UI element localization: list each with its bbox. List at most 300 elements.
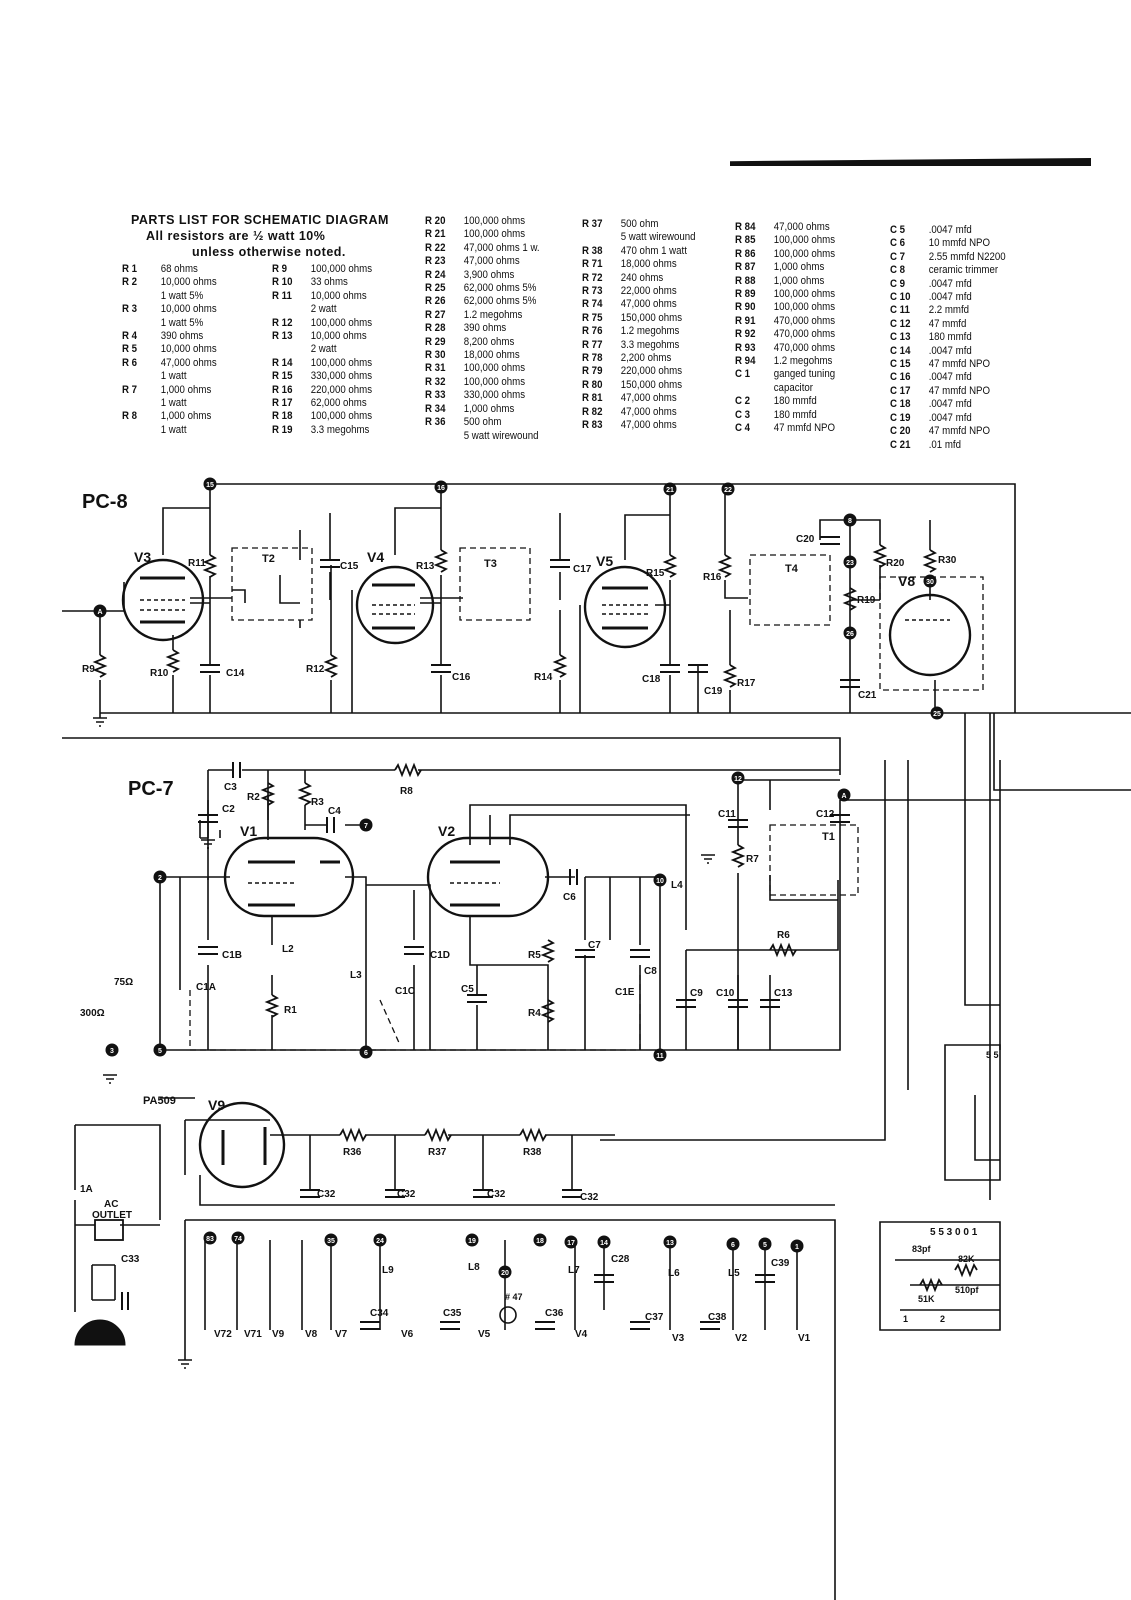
part-value: 5 watt wirewound: [620, 231, 696, 244]
part-value: 1,000 ohms: [160, 383, 212, 396]
part-ref: R 13: [272, 330, 293, 343]
c16-label: C16: [452, 672, 471, 683]
part-value: 10,000 ohms: [160, 276, 217, 289]
r14-label: R14: [534, 672, 553, 683]
terminal-number: 23: [846, 560, 854, 567]
terminal-number: 74: [234, 1236, 242, 1243]
part-ref: R 5: [122, 343, 138, 356]
part-ref: R 20: [425, 215, 446, 227]
terminal-number: 6: [364, 1050, 368, 1057]
c21-label: C21: [858, 690, 877, 701]
heater-v5-label: V5: [478, 1329, 491, 1340]
part-ref: C 14: [890, 344, 911, 357]
part-ref: R 81: [582, 392, 603, 405]
t1-label: T1: [822, 831, 835, 843]
terminal-t22-3: [722, 483, 735, 496]
terminal-number: 5: [158, 1048, 162, 1055]
r12-label: R12: [306, 664, 325, 675]
part-value: 100,000 ohms: [310, 263, 373, 275]
part-ref: R 1: [122, 263, 138, 275]
terminal-number: 12: [734, 776, 742, 783]
r20-label: R20: [886, 558, 905, 569]
terminal-t20-25: [499, 1266, 512, 1279]
terminal-t23-5: [844, 556, 857, 569]
part-ref: R 10: [272, 276, 293, 289]
part-ref: R 79: [582, 365, 603, 378]
part-value: 1 watt: [160, 423, 187, 436]
terminal-t19-23: [466, 1234, 479, 1247]
part-value: 470,000 ohms: [773, 341, 836, 354]
power-plug-icon: [75, 1320, 125, 1345]
part-ref: C 12: [890, 317, 911, 330]
part-ref: R 24: [425, 268, 446, 281]
part-value: .01 mfd: [928, 438, 962, 451]
part-value: 390 ohms: [160, 330, 204, 343]
c5-label: C5: [461, 984, 474, 995]
c3-label: C3: [224, 782, 237, 793]
part-ref: R 89: [735, 288, 756, 301]
part-value: 1 watt: [160, 397, 187, 410]
part-ref: R 34: [425, 402, 446, 415]
terminal-t6-29: [727, 1238, 740, 1251]
terminal-t18-24: [534, 1234, 547, 1247]
part-value: 10,000 ohms: [160, 303, 217, 316]
terminal-number: 6: [731, 1242, 735, 1249]
terminal-t1-31: [791, 1240, 804, 1253]
r38-label: R38: [523, 1147, 542, 1158]
part-value: 100,000 ohms: [463, 228, 526, 241]
part-ref: R 37: [582, 218, 603, 230]
part-ref: C 9: [890, 277, 906, 290]
terminal-t2-13: [154, 871, 167, 884]
terminal-t12-10: [732, 772, 745, 785]
part-value: 220,000 ohms: [310, 383, 373, 396]
terminal-t10-18: [654, 874, 667, 887]
part-ref: C 5: [890, 224, 906, 236]
part-ref: R 88: [735, 274, 756, 287]
c32-d-label: C32: [580, 1192, 599, 1203]
terminal-t17-26: [565, 1236, 578, 1249]
part-value: 47 mmfd NPO: [928, 425, 991, 438]
part-ref: R 71: [582, 258, 603, 271]
part-value: 470 ohm 1 watt: [620, 244, 687, 257]
r3-label: R3: [311, 797, 324, 808]
part-ref: R 73: [582, 285, 603, 298]
inset-r51-label: 51K: [918, 1294, 935, 1304]
part-value: 150,000 ohms: [620, 378, 683, 391]
terminal-t26-6: [844, 627, 857, 640]
heater-v6-label: V6: [401, 1329, 414, 1340]
part-ref: R 22: [425, 241, 446, 254]
part-value: 62,000 ohms: [310, 397, 367, 410]
part-ref: C 18: [890, 398, 911, 411]
part-value: 100,000 ohms: [310, 356, 373, 369]
part-ref: C 3: [735, 408, 751, 421]
part-value: 1.2 megohms: [620, 325, 680, 338]
inset-partial-label: 5 5: [986, 1050, 999, 1060]
part-ref: R 33: [425, 389, 446, 402]
l2-label: L2: [282, 944, 294, 955]
c4-label: C4: [328, 806, 341, 817]
part-ref: R 23: [425, 255, 446, 268]
c15-label: C15: [340, 561, 359, 572]
terminal-number: 7: [364, 823, 368, 830]
part-ref: R 92: [735, 328, 756, 341]
c39-label: C39: [771, 1258, 790, 1269]
terminal-t14-27: [598, 1236, 611, 1249]
part-value: 10,000 ohms: [310, 330, 367, 343]
part-value: 1,000 ohms: [773, 261, 825, 274]
part-ref: R 38: [582, 244, 603, 257]
part-value: 2,200 ohms: [620, 352, 672, 365]
heater-v1-label: V1: [798, 1333, 811, 1344]
terminal-t25-8: [931, 707, 944, 720]
part-ref: R 15: [272, 370, 293, 383]
terminal-t30-7: [924, 575, 937, 588]
r15-label: R15: [646, 568, 665, 579]
part-value: 22,000 ohms: [620, 285, 677, 298]
l5-label: L5: [728, 1268, 740, 1279]
part-value: 47,000 ohms: [160, 356, 217, 369]
pc8-board-label: PC-8: [82, 491, 128, 513]
c37-label: C37: [645, 1312, 664, 1323]
part-ref: R 74: [582, 298, 603, 311]
terminal-t35-21: [325, 1234, 338, 1247]
part-value: 5 watt wirewound: [463, 429, 539, 442]
part-ref: R 77: [582, 338, 603, 351]
c38-label: C38: [708, 1312, 727, 1323]
terminal-number: 83: [206, 1236, 214, 1243]
r2-label: R2: [247, 792, 260, 803]
part-value: 47,000 ohms: [620, 419, 677, 432]
r8-label: R8: [400, 786, 413, 797]
terminal-number: 21: [666, 487, 674, 494]
terminal-number: A: [97, 609, 103, 616]
part-ref: R 82: [582, 405, 603, 418]
c1e-label: C1E: [615, 987, 635, 998]
part-value: 1.2 megohms: [773, 355, 833, 368]
r9-label: R9: [82, 664, 95, 675]
r16-label: R16: [703, 572, 722, 583]
terminal-t6-16: [360, 1046, 373, 1059]
terminal-t13-28: [664, 1236, 677, 1249]
c32-c-label: C32: [487, 1189, 506, 1200]
r6-label: R6: [777, 930, 790, 941]
v5-label: V5: [596, 553, 614, 569]
part-value: 1,000 ohms: [463, 402, 515, 415]
terminal-ta2-11: [838, 789, 851, 802]
part-value: 2 watt: [310, 303, 337, 316]
part-ref: R 2: [122, 276, 138, 289]
v2-label: V2: [438, 823, 456, 839]
part-value: 3,900 ohms: [463, 268, 515, 281]
terminal-t8-4: [844, 514, 857, 527]
c1b-label: C1B: [222, 950, 243, 961]
c6-label: C6: [563, 892, 576, 903]
pilot-lamp-icon: [500, 1307, 516, 1323]
ac-outlet-label: AC: [104, 1199, 119, 1210]
part-value: ceramic trimmer: [928, 264, 999, 277]
r4-label: R4: [528, 1008, 541, 1019]
r10-label: R10: [150, 668, 169, 679]
part-value: 470,000 ohms: [773, 328, 836, 341]
c7-label: C7: [588, 940, 601, 951]
parts-list-note-2: unless otherwise noted.: [192, 245, 346, 259]
part-value: 2.55 mmfd N2200: [928, 250, 1006, 263]
terminal-number: 3: [110, 1048, 114, 1055]
c35-label: C35: [443, 1308, 462, 1319]
heater-v3-label: V3: [672, 1333, 685, 1344]
part-ref: R 17: [272, 397, 293, 410]
terminal-ta1-9: [94, 605, 107, 618]
r30-label: R30: [938, 555, 957, 566]
part-value: 18,000 ohms: [463, 349, 520, 362]
terminal-number: 13: [666, 1240, 674, 1247]
part-value: 180 mmfd: [773, 408, 817, 421]
part-value: 62,000 ohms 5%: [463, 282, 537, 295]
part-ref: R 14: [272, 356, 293, 369]
terminal-number: 1: [795, 1244, 799, 1251]
part-ref: R 75: [582, 311, 603, 324]
part-value: 150,000 ohms: [620, 311, 683, 324]
terminal-t74-20: [232, 1232, 245, 1245]
part-ref: C 17: [890, 384, 911, 397]
part-value: 100,000 ohms: [773, 288, 836, 301]
r7-label: R7: [746, 854, 759, 865]
l9-label: L9: [382, 1265, 394, 1276]
part-value: 47 mmfd NPO: [928, 384, 991, 397]
terminal-number: 8: [848, 518, 852, 525]
c1c-label: C1C: [395, 986, 416, 997]
c32-a-label: C32: [317, 1189, 336, 1200]
c19-label: C19: [704, 686, 723, 697]
part-ref: R 87: [735, 261, 756, 274]
part-value: 47 mmfd: [928, 317, 967, 330]
part-value: .0047 mfd: [928, 224, 972, 236]
pa509-label: PA509: [143, 1095, 176, 1107]
c1a-label: C1A: [196, 982, 217, 993]
part-value: 100,000 ohms: [463, 375, 526, 388]
part-value: 180 mmfd: [773, 395, 817, 408]
r17-label: R17: [737, 678, 756, 689]
part-value: 220,000 ohms: [620, 365, 683, 378]
terminal-t5-30: [759, 1238, 772, 1251]
l4-label: L4: [671, 880, 683, 891]
part-ref: R 72: [582, 271, 603, 284]
part-value: .0047 mfd: [928, 411, 972, 424]
c34-label: C34: [370, 1308, 389, 1319]
part-ref: R 85: [735, 234, 756, 247]
terminal-t5-15: [154, 1044, 167, 1057]
inset-c83-label: 83pf: [912, 1244, 931, 1254]
part-value: 10,000 ohms: [160, 343, 217, 356]
part-ref: C 20: [890, 425, 911, 438]
heater-v4-label: V4: [575, 1329, 588, 1340]
part-ref: R 16: [272, 383, 293, 396]
c32-b-label: C32: [397, 1189, 416, 1200]
terminal-number: 17: [567, 1240, 575, 1247]
c20-label: C20: [796, 534, 815, 545]
part-value: 47,000 ohms: [463, 255, 520, 268]
terminal-number: 11: [656, 1053, 664, 1060]
r11-label: R11: [188, 558, 206, 569]
part-ref: R 84: [735, 221, 756, 233]
heater-v72-label: V72: [214, 1329, 232, 1340]
part-ref: R 76: [582, 325, 603, 338]
terminal-number: 10: [656, 878, 664, 885]
terminal-t11-17: [654, 1049, 667, 1062]
part-ref: C 8: [890, 264, 906, 277]
terminal-number: 14: [600, 1240, 608, 1247]
terminal-t15-0: [204, 478, 217, 491]
part-ref: C 1: [735, 368, 751, 381]
part-value: 10,000 ohms: [310, 289, 367, 302]
part-ref: R 83: [582, 419, 603, 432]
terminal-number: 19: [468, 1238, 476, 1245]
v5-tube-symbol: [585, 567, 665, 647]
inset-header-label: 5 5 3 0 0 1: [930, 1227, 978, 1238]
v9-label: V9: [208, 1097, 226, 1113]
terminal-number: 20: [501, 1270, 509, 1277]
r13-label: R13: [416, 561, 435, 572]
part-value: 180 mmfd: [928, 331, 972, 344]
part-value: 100,000 ohms: [463, 215, 526, 227]
part-value: .0047 mfd: [928, 371, 972, 384]
c9-label: C9: [690, 988, 703, 999]
part-value: 1 watt 5%: [160, 289, 204, 302]
part-value: 47,000 ohms: [620, 298, 677, 311]
r37-label: R37: [428, 1147, 447, 1158]
terminal-number: 18: [536, 1238, 544, 1245]
part-ref: R 9: [272, 263, 288, 275]
c14-label: C14: [226, 668, 245, 679]
part-value: 47 mmfd NPO: [928, 358, 991, 371]
inset-node-2-label: 2: [940, 1314, 946, 1324]
part-value: 100,000 ohms: [773, 301, 836, 314]
c17-label: C17: [573, 564, 592, 575]
terminal-t24-22: [374, 1234, 387, 1247]
part-value: 100,000 ohms: [310, 316, 373, 329]
part-value: 1 watt 5%: [160, 316, 204, 329]
part-ref: C 2: [735, 395, 751, 408]
part-value: 500 ohm: [463, 416, 502, 429]
antenna-300-ohm-label: 300Ω: [80, 1008, 105, 1019]
l8-label: L8: [468, 1262, 480, 1273]
part-ref: C 19: [890, 411, 911, 424]
r19-label: R19: [857, 595, 876, 606]
part-ref: R 4: [122, 330, 138, 343]
c8-label: C8: [644, 966, 657, 977]
part-value: .0047 mfd: [928, 398, 972, 411]
part-value: 62,000 ohms 5%: [463, 295, 537, 308]
part-value: 47,000 ohms: [773, 221, 830, 233]
part-value: 100,000 ohms: [310, 410, 373, 423]
c33-label: C33: [121, 1254, 140, 1265]
v1-label: V1: [240, 823, 258, 839]
terminal-t83-19: [204, 1232, 217, 1245]
heater-v7-label: V7: [335, 1329, 348, 1340]
c2-label: C2: [222, 804, 235, 815]
part-ref: R 94: [735, 355, 756, 368]
part-ref: R 80: [582, 378, 603, 391]
inset-node-1-label: 1: [903, 1314, 909, 1324]
heater-v9-label: V9: [272, 1329, 285, 1340]
part-ref: C 15: [890, 358, 911, 371]
terminal-number: A: [841, 793, 847, 800]
part-value: 1,000 ohms: [773, 274, 825, 287]
terminal-t16-1: [435, 481, 448, 494]
c11-label: C11: [718, 809, 736, 820]
r1-label: R1: [284, 1005, 297, 1016]
part-ref: C 7: [890, 250, 906, 263]
c10-label: C10: [716, 988, 735, 999]
part-value: 100,000 ohms: [463, 362, 526, 375]
part-value: 1,000 ohms: [160, 410, 212, 423]
v3-label: V3: [134, 549, 152, 565]
terminal-number: 30: [926, 579, 934, 586]
t3-label: T3: [484, 558, 497, 570]
part-ref: R 7: [122, 383, 138, 396]
part-value: ganged tuning: [773, 368, 836, 381]
terminal-number: 2: [158, 875, 162, 882]
pc7-board-label: PC-7: [128, 778, 174, 800]
part-value: 470,000 ohms: [773, 314, 836, 327]
part-value: 1 watt: [160, 370, 187, 383]
part-value: 240 ohms: [620, 271, 664, 284]
c28-label: C28: [611, 1254, 630, 1265]
part-ref: R 30: [425, 349, 446, 362]
parts-list-note-1: All resistors are ½ watt 10%: [146, 229, 326, 243]
part-ref: R 26: [425, 295, 446, 308]
antenna-75-ohm-label: 75Ω: [114, 977, 134, 988]
c18-label: C18: [642, 674, 661, 685]
part-value: 1.2 megohms: [463, 308, 523, 321]
terminal-number: 24: [376, 1238, 384, 1245]
part-value: 8,200 ohms: [463, 335, 515, 348]
part-value: 47,000 ohms: [620, 405, 677, 418]
heater-v2-label: V2: [735, 1333, 748, 1344]
part-ref: R 18: [272, 410, 293, 423]
part-ref: C 11: [890, 304, 910, 317]
part-ref: R 25: [425, 282, 446, 295]
part-value: 100,000 ohms: [773, 247, 836, 260]
part-ref: R 12: [272, 316, 293, 329]
part-value: 47,000 ohms: [620, 392, 677, 405]
pilot-lamp-label: # 47: [505, 1292, 523, 1302]
r36-label: R36: [343, 1147, 362, 1158]
part-ref: R 93: [735, 341, 756, 354]
part-ref: C 16: [890, 371, 911, 384]
part-ref: R 36: [425, 416, 446, 429]
terminal-number: 26: [846, 631, 854, 638]
part-ref: R 11: [272, 289, 292, 302]
part-ref: C 10: [890, 291, 911, 304]
part-value: .0047 mfd: [928, 344, 972, 357]
c12-label: C12: [816, 809, 835, 820]
part-ref: R 32: [425, 375, 446, 388]
fuse-label: 1A: [80, 1184, 93, 1195]
part-ref: R 3: [122, 303, 138, 316]
ac-outlet-label-2: OUTLET: [92, 1210, 132, 1221]
part-value: 10 mmfd NPO: [928, 237, 991, 250]
part-ref: R 86: [735, 247, 756, 260]
terminal-number: 35: [327, 1238, 335, 1245]
l7-label: L7: [568, 1265, 580, 1276]
part-ref: R 28: [425, 322, 446, 335]
v8-tube-symbol: [890, 595, 970, 675]
terminal-t7-12: [360, 819, 373, 832]
part-ref: C 4: [735, 422, 751, 435]
